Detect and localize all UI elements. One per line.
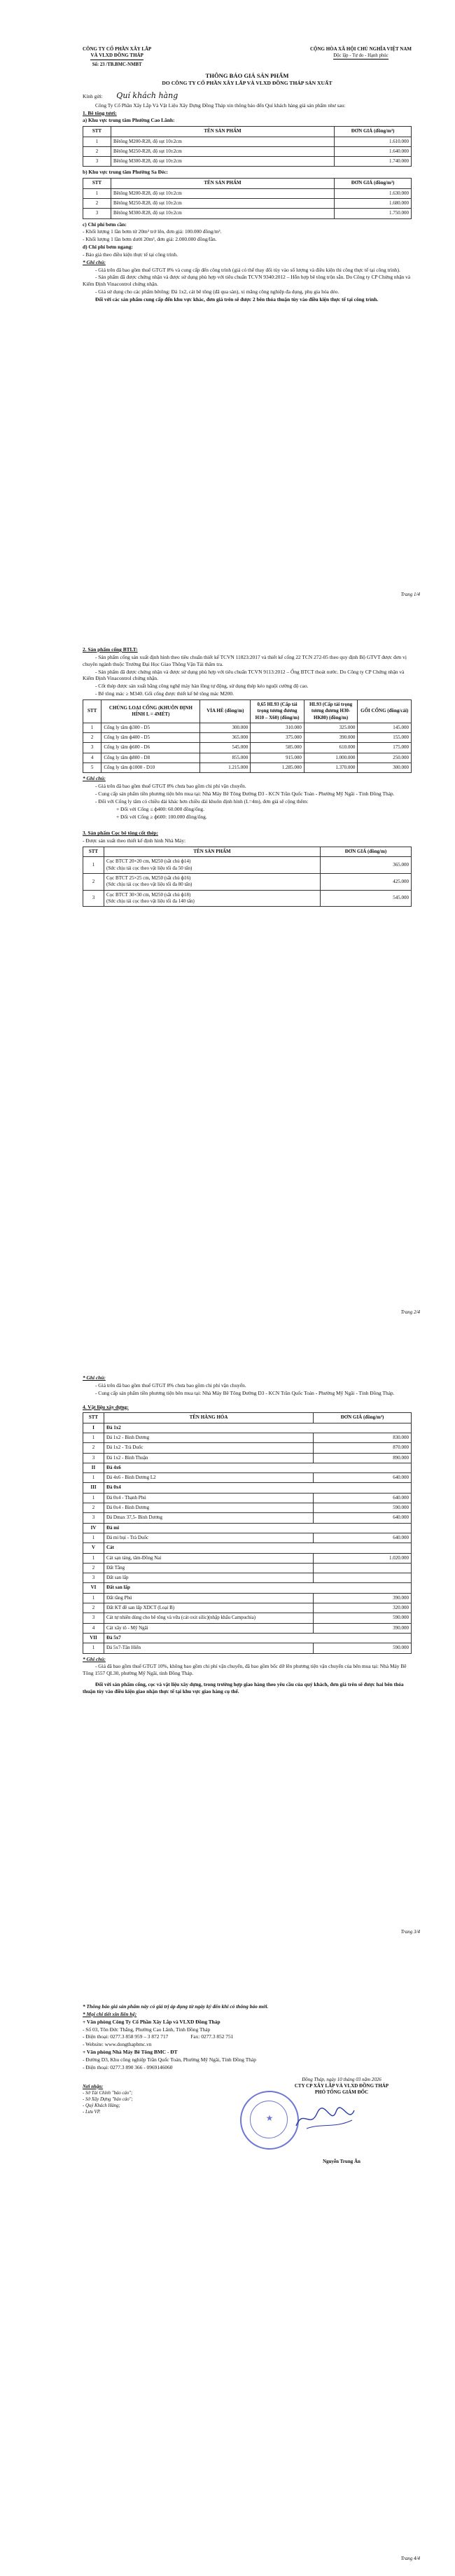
group-title: Đất san lấp — [104, 1583, 412, 1593]
table-row — [83, 723, 412, 732]
col-stt: STT — [83, 847, 104, 857]
table-row — [83, 1493, 412, 1503]
group-number: V — [83, 1543, 104, 1553]
cell-price: 390.000 — [304, 733, 358, 743]
cell-price: 300.000 — [358, 763, 412, 772]
cell-name: Đá 5x7-Tân Hiển — [104, 1643, 314, 1653]
pump-fee-1: - Khối lượng 1 lần bơm từ 20m³ trở lên, đơn giá: 100.000 đồng/m³. — [83, 228, 222, 235]
group-row — [83, 1483, 412, 1493]
cell-price: 250.000 — [358, 753, 412, 763]
cell-type: Cống ly tâm ф300 - D5 — [102, 723, 200, 732]
cell-price: 175.000 — [358, 743, 412, 753]
cell-stt: 2 — [83, 733, 102, 743]
note-item: - Sản phẩm đã được chứng nhận và được sử dụng phù hợp với tiêu chuẩn TCVN 9340:2012 – Hỗn hợp bê tông trộn sẵn. Do Công ty CP Chứng nhận và Kiểm Định Vinacontrol chứng nhận. — [83, 274, 411, 288]
pile-name: Cọc BTCT 20×20 cm, M250 (sắt chủ ф14) — [106, 858, 191, 865]
cell-price: 590.000 — [314, 1643, 412, 1653]
concrete-price-table-sa-dec — [83, 178, 412, 218]
notes-label: * Ghi chú: — [83, 1655, 106, 1662]
page-number: Trang 2/4 — [400, 1309, 420, 1315]
cell-price: 855.000 — [200, 753, 251, 763]
notes-label: * Ghi chú: — [83, 258, 106, 265]
table-header — [83, 699, 412, 723]
cell-type: Cống ly tâm ф400 - D5 — [102, 733, 200, 743]
signature-company: CTY CP XÂY LẮP VÀ VLXD ĐỒNG THÁP — [294, 2082, 389, 2089]
table-row — [83, 753, 412, 763]
group-title: Đá 1x2 — [104, 1423, 412, 1433]
cell-name: Đá 1x2 - Trà Duốc — [104, 1443, 314, 1453]
cell-price: 365.000 — [200, 733, 251, 743]
cell-stt: 3 — [83, 1613, 104, 1623]
col-stt: STT — [83, 699, 102, 723]
table-row — [83, 1433, 412, 1442]
cell-name: Bêtông M250-R28, độ sụt 10±2cm — [111, 198, 335, 208]
table-row — [83, 1613, 412, 1623]
recipient-line — [83, 91, 412, 102]
plant-address: - Đường D3, Khu công nghiệp Trần Quốc Toản, Phường Mỹ Ngãi, Tỉnh Đồng Tháp — [83, 2056, 256, 2063]
cell-price: 585.000 — [251, 743, 304, 753]
page-number: Trang 3/4 — [400, 1929, 420, 1935]
cell-price: 390.000 — [314, 1623, 412, 1633]
section-3-heading: 3. Sản phẩm Cọc bê tông cốt thép: — [83, 830, 158, 837]
cell-price: 1.020.000 — [314, 1553, 412, 1563]
materials-price-table — [83, 1412, 412, 1653]
office-phone-line — [83, 2033, 412, 2040]
cell-stt: 1 — [83, 1533, 104, 1543]
table-header — [83, 1413, 412, 1423]
section-1a-heading: a) Khu vực trung tâm Phường Cao Lãnh: — [83, 117, 175, 124]
cell-price: 320.000 — [314, 1603, 412, 1613]
cell-price: 365.000 — [321, 857, 412, 874]
cell-type: Cống ly tâm ф800 - D8 — [102, 753, 200, 763]
group-row — [83, 1463, 412, 1473]
note-item: - Giá trên đã bao gồm thuế GTGT 8% và cung cấp đến công trình (giá có thể thay đổi tùy vào số lượng và điều kiện thi công thực tế tại công trình). — [95, 266, 400, 273]
section-2-paragraph: - Sản phẩm đã được chứng nhận và được sử dụng phù hợp với tiêu chuẩn TCVN 9113:2012 – Ống BTCT thoát nước. Do Công ty CP Chứng nhận và Kiểm Định Vinacontrol chứng nhận. — [83, 668, 405, 682]
cell-stt: 1 — [83, 137, 111, 146]
cell-stt: 1 — [83, 723, 102, 732]
table-row — [83, 146, 412, 156]
cell-stt: 1 — [83, 1433, 104, 1442]
cell-name — [104, 890, 321, 907]
horizontal-pump-note: - Báo giá theo điều kiện thực tế tại công trình. — [83, 251, 178, 258]
recipients-label: Nơi nhận: — [83, 2084, 104, 2089]
table-row — [83, 198, 412, 208]
pile-name: Cọc BTCT 25×25 cm, M250 (sắt chủ ф16) — [106, 875, 191, 881]
section-2-paragraph: - Cốt thép được sản xuất bằng công nghệ máy hàn lồng tự động, sử dụng thép kéo nguội cường độ cao. — [95, 683, 309, 690]
cell-stt: 1 — [83, 1643, 104, 1653]
notes-label: * Ghi chú: — [83, 775, 106, 782]
table-row — [83, 890, 412, 907]
table-header — [83, 127, 412, 137]
cell-stt: 3 — [83, 209, 111, 218]
materials-table-body — [83, 1423, 412, 1653]
cell-price: 590.000 — [314, 1613, 412, 1623]
cell-name: Cát xây tô - Mỹ Ngãi — [104, 1623, 314, 1633]
recipient-item: - Sở Xây Dựng "báo cáo"; — [83, 2096, 133, 2102]
cell-price: 640.000 — [314, 1493, 412, 1503]
note-item: + Đối với Cống ≤ ф400: 60.000 đồng/ống. — [116, 805, 204, 812]
signature-date: Đồng Tháp, ngày 10 tháng 03 năm 2026 — [302, 2076, 382, 2082]
note-item: - Đối với Cống ly tâm có chiều dài khác hơn chiều dài khuôn định hình (L=4m), đơn giá sẽ cộng thêm: — [95, 798, 309, 805]
table-row — [83, 1553, 412, 1563]
table-row — [83, 1643, 412, 1653]
recipient-label: Kính gửi: — [83, 93, 103, 100]
cell-stt: 1 — [83, 1473, 104, 1483]
cell-price: 545.000 — [200, 743, 251, 753]
contact-heading: * Mọi chi tiết xin liên hệ: — [83, 2010, 137, 2017]
cell-price: 915.000 — [251, 753, 304, 763]
pile-capacity: (Sức chịu tải cọc theo vật liệu tối đa 80 tấn) — [106, 882, 192, 888]
group-row — [83, 1543, 412, 1553]
recipient-item: - Lưu VP. — [83, 2109, 101, 2115]
page-3-content — [83, 1374, 412, 1696]
group-row — [83, 1423, 412, 1433]
note-item: - Cung cấp sản phẩm tiền phương tiện bên mua tại: Nhà Máy Bê Tông Đường D3 - KCN Trần Quốc Toản - Phường Mỹ Ngãi - Tỉnh Đồng Tháp. — [95, 1389, 395, 1396]
col-stt: STT — [83, 127, 111, 137]
cell-name: Đất KT đề san lấp XDCT (Loại B) — [104, 1603, 314, 1613]
col-support: GỐI CỐNG (đồng/cái) — [358, 699, 412, 723]
nation-title: CỘNG HÒA XÃ HỘI CHỦ NGHĨA VIỆT NAM — [309, 46, 412, 52]
cell-stt: 3 — [83, 1513, 104, 1523]
notes-label: * Ghi chú: — [83, 1374, 106, 1381]
cell-name: Cát tự nhiên dùng cho bê tông và vữa (cát oxit silic)(nhập khẩu Campuchia) — [104, 1613, 314, 1623]
office-address: - Số 03, Tôn Đức Thắng, Phường Cao Lãnh, Tỉnh Đồng Tháp — [83, 2026, 211, 2033]
cell-name: Bêtông M300-R28, độ sụt 10±2cm — [111, 157, 335, 167]
cell-price: 1.610.000 — [335, 137, 412, 146]
section-4-heading: 4. Vật liệu xây dựng: — [83, 1403, 129, 1410]
page-number: Trang 4/4 — [400, 2556, 420, 2561]
section-1c-heading: c) Chi phí bơm cần: — [83, 221, 127, 228]
group-number: I — [83, 1423, 104, 1433]
table-row — [83, 1503, 412, 1513]
table-row — [83, 1623, 412, 1633]
cell-stt: 2 — [83, 146, 111, 156]
cell-name: Đất Tẳng — [104, 1563, 314, 1573]
cell-name: Cát sạn tảng, tâm-Đồng Nai — [104, 1553, 314, 1563]
cell-name: Đá 0x4 - Bình Dương — [104, 1503, 314, 1513]
note-item: - Giá trên đã bao gồm thuế GTGT 8% chưa bao gồm chi phí vận chuyển. — [95, 1381, 246, 1388]
cell-stt: 2 — [83, 1443, 104, 1453]
table-header — [83, 847, 412, 857]
cell-price: 155.000 — [358, 733, 412, 743]
cell-stt: 1 — [83, 857, 104, 874]
group-number: VII — [83, 1633, 104, 1643]
table-row — [83, 137, 412, 146]
cell-price: 590.000 — [314, 1503, 412, 1513]
cell-stt: 3 — [83, 1453, 104, 1463]
cell-name: Bêtông M250-R28, độ sụt 10±2cm — [111, 146, 335, 156]
cell-price: 1.680.000 — [335, 198, 412, 208]
intro-paragraph: Công Ty Cổ Phần Xây Lắp Và Vật Liệu Xây Dựng Đồng Tháp xin thông báo đến Quí khách hàng giá sản phẩm như sau: — [95, 102, 346, 109]
group-number: IV — [83, 1523, 104, 1533]
cell-price: 390.000 — [314, 1593, 412, 1603]
cell-stt: 1 — [83, 1553, 104, 1563]
cell-type: Cống ly tâm ф1000 - D10 — [102, 763, 200, 772]
section-4-closing: Đối với sản phẩm cống, cọc và vật liệu xây dựng, trong trường hợp giao hàng theo yêu cầu của quý khách, đơn giá trên sẽ được hai bên thỏa thuận tùy vào điều kiện giao nhận thực tế tại khu vực giao hàng cụ thể. — [83, 1681, 404, 1694]
table-row — [83, 188, 412, 198]
cell-stt: 5 — [83, 763, 102, 772]
table-row — [83, 1473, 412, 1483]
page-3 — [0, 1358, 455, 1947]
validity-note: * Thông báo giá sản phẩm này có giá trị áp dụng từ ngày ký đến khi có thông báo mới. — [83, 2003, 269, 2010]
page-2 — [0, 630, 455, 1330]
signer-name: Nguyễn Trung Ân — [323, 2159, 360, 2165]
cell-price: 640.000 — [314, 1473, 412, 1483]
table-row — [83, 763, 412, 772]
col-price: ĐƠN GIÁ (đồng/m³) — [314, 1413, 412, 1423]
cell-name — [104, 857, 321, 874]
group-title: Đá 4x6 — [104, 1463, 412, 1473]
note-item: + Đối với Cống ≥ ф600: 100.000 đồng/ống. — [116, 813, 207, 820]
section-1d-heading: d) Chi phí bơm ngang: — [83, 244, 133, 251]
cell-stt: 3 — [83, 743, 102, 753]
group-title: Đá 0x4 — [104, 1483, 412, 1493]
table-header — [83, 179, 412, 188]
col-name: TÊN SẢN PHẨM — [111, 179, 335, 188]
table-row — [83, 1593, 412, 1603]
cell-name: Bêtông M200-R28, độ sụt 10±2cm — [111, 137, 335, 146]
cell-stt: 4 — [83, 1623, 104, 1633]
section-2-paragraph: - Sản phẩm cống sản xuất định hình theo tiêu chuẩn thiết kế TCVN 11823:2017 và thiết kế cống 22 TCN 272-05 theo quy định Bộ GTVT được đơn vị chuyên ngành thuộc Trường Đại Học Giao Thông Vận Tải thẩm tra. — [83, 653, 407, 667]
cell-price: 640.000 — [314, 1513, 412, 1523]
seal-star-icon: ★ — [265, 2112, 274, 2123]
cell-stt: 4 — [83, 753, 102, 763]
culvert-price-table — [83, 699, 412, 773]
cell-name: Đá 4x6 - Bình Dương L2 — [104, 1473, 314, 1483]
cell-name: Đất san lấp — [104, 1573, 314, 1583]
table-row — [83, 743, 412, 753]
office-label: + Văn phòng Công Ty Cổ Phần Xây Lắp và VLXD Đồng Tháp — [83, 2018, 220, 2025]
recipient-name: Quí khách hàng — [116, 91, 178, 101]
col-price: ĐƠN GIÁ (đồng/m³) — [335, 127, 412, 137]
cell-name — [104, 873, 321, 890]
note-item: - Giá đã bao gồm thuế GTGT 10%, không bao gồm chi phí vận chuyển, đã bao gồm bốc dỡ lên phương tiện vận chuyển của bên mua tại: Nhà Máy Bê Tông 1557 QL30, phường Mỹ Ngãi, tỉnh Đồng Tháp. — [83, 1663, 407, 1677]
document-header — [83, 46, 412, 68]
nation-motto: Độc lập - Tự do - Hạnh phúc — [333, 53, 388, 60]
document-number: Số: 23 /TB.BMC-NMBT — [92, 62, 142, 67]
col-price: ĐƠN GIÁ (đồng/m) — [321, 847, 412, 857]
col-name: TÊN SẢN PHẨM — [111, 127, 335, 137]
table-row — [83, 1573, 412, 1583]
table-row — [83, 157, 412, 167]
group-title: Đá 5x7 — [104, 1633, 412, 1643]
cell-name: Đất tầng Phú — [104, 1593, 314, 1603]
recipient-item: - Sở Tài Chính "báo cáo"; — [83, 2090, 133, 2096]
signature-role: PHÓ TỔNG GIÁM ĐỐC — [314, 2089, 369, 2096]
col-name: TÊN HÀNG HÓA — [104, 1413, 314, 1423]
cell-name: Đá Dmax 37,5- Bình Dương — [104, 1513, 314, 1523]
cell-price: 310.000 — [251, 723, 304, 732]
table-row — [83, 1513, 412, 1523]
section-2-paragraph: - Bê tông mác ≥ M340. Gối cống được thiết kế bê tông mác M200. — [95, 690, 234, 697]
cell-stt: 3 — [83, 890, 104, 907]
cell-stt: 1 — [83, 1493, 104, 1503]
pile-capacity: (Sức chịu tải cọc theo vật liệu tối đa 50 tấn) — [106, 865, 192, 871]
cell-price: 1.740.000 — [335, 157, 412, 167]
cell-name: Đá 0x4 - Thạnh Phú — [104, 1493, 314, 1503]
cell-price: 1.285.000 — [251, 763, 304, 772]
cell-price: 1.000.000 — [304, 753, 358, 763]
table-row — [83, 1453, 412, 1463]
cell-stt: 2 — [83, 1603, 104, 1613]
table-row — [83, 857, 412, 874]
table-row — [83, 733, 412, 743]
recipient-item: - Quý Khách Hàng; — [83, 2103, 120, 2108]
section-1-closing: Đối với các sản phẩm cung cấp đến khu vực khác, đơn giá trên sẽ được 2 bên thỏa thuận tùy vào điều kiện thực tế tại công trình. — [95, 295, 379, 302]
page-4-content — [83, 2003, 412, 2182]
table-row — [83, 1563, 412, 1573]
cell-name: Bêtông M200-R28, độ sụt 10±2cm — [111, 188, 335, 198]
cell-name: Đá 1x2 - Bình Dương — [104, 1433, 314, 1442]
cell-price: 425.000 — [321, 873, 412, 890]
cell-price — [314, 1563, 412, 1573]
pile-price-table — [83, 847, 412, 907]
pile-name: Cọc BTCT 30×30 cm, M250 (sắt chủ ф18) — [106, 891, 191, 898]
page-1-content — [83, 46, 412, 304]
section-2-heading: 2. Sản phẩm cống BTLT: — [83, 646, 138, 653]
col-stt: STT — [83, 179, 111, 188]
cell-price: 1.640.000 — [335, 146, 412, 156]
cell-price: 1.630.000 — [335, 188, 412, 198]
cell-stt: 2 — [83, 873, 104, 890]
recipients-block — [83, 2084, 133, 2115]
cell-price: 545.000 — [321, 890, 412, 907]
group-number: II — [83, 1463, 104, 1473]
note-item: - Giá trên đã bao gồm thuế GTGT 8% chưa bao gồm chi phí vận chuyển. — [95, 783, 246, 790]
col-hl93-065: 0,65 HL93 (Cấp tải trọng tương đương H10 – X60) (đồng/m) — [251, 699, 304, 723]
cell-price: 1.215.000 — [200, 763, 251, 772]
cell-name: Bêtông M300-R28, độ sụt 10±2cm — [111, 209, 335, 218]
cell-price: 145.000 — [358, 723, 412, 732]
cell-stt: 1 — [83, 188, 111, 198]
cell-name: Đá mi bụi - Trà Duốc — [104, 1533, 314, 1543]
group-title: Cát — [104, 1543, 412, 1553]
page-4 — [0, 1975, 455, 2576]
group-title: Đá mi — [104, 1523, 412, 1533]
cell-price: 640.000 — [314, 1533, 412, 1543]
col-name: TÊN SẢN PHẨM — [104, 847, 321, 857]
table-row — [83, 1533, 412, 1543]
page-1 — [0, 0, 455, 609]
cell-price: 375.000 — [251, 733, 304, 743]
group-row — [83, 1633, 412, 1643]
note-item: - Cung cấp sản phẩm tiền phương tiện bên mua tại: Nhà Máy Bê Tông Đường D3 - KCN Trần Quốc Toản - Phường Mỹ Ngãi - Tỉnh Đồng Tháp. — [95, 790, 395, 797]
handwritten-signature — [293, 2105, 356, 2133]
section-3-subtitle: - Được sản xuất theo thiết kế định hình Nhà Máy: — [83, 837, 186, 844]
col-stt: STT — [83, 1413, 104, 1423]
notice-title: THÔNG BÁO GIÁ SẢN PHẨM — [205, 71, 289, 79]
page-2-content — [83, 646, 412, 909]
pile-capacity: (Sức chịu tải cọc theo vật liệu tối đa 140 tấn) — [106, 898, 195, 904]
section-1-heading: 1. Bê tông tươi: — [83, 109, 117, 116]
col-price: ĐƠN GIÁ (đồng/m³) — [335, 179, 412, 188]
cell-type: Cống ly tâm ф600 - D6 — [102, 743, 200, 753]
cell-price: 1.750.000 — [335, 209, 412, 218]
cell-price: 1.370.000 — [304, 763, 358, 772]
group-number: VI — [83, 1583, 104, 1593]
signature-area — [83, 2077, 412, 2182]
section-1b-heading: b) Khu vực trung tâm Phường Sa Đéc: — [83, 169, 168, 176]
cell-stt: 3 — [83, 157, 111, 167]
company-name-line-1: CÔNG TY CỔ PHẦN XÂY LẮP — [83, 46, 152, 52]
table-row — [83, 1443, 412, 1453]
office-phone: - Điện thoại: 0277.3 858 959 – 3 872 717 — [83, 2033, 169, 2040]
note-item: - Giá sử dụng cho các phẩm bêtông: Đá 1x2, cát bê tông (đã qua sàn), xi măng công nghiệp đa dụng, phụ gia hóa dẻo. — [95, 288, 340, 295]
cell-price — [314, 1573, 412, 1583]
cell-stt: 2 — [83, 1563, 104, 1573]
cell-name: Đá 1x2 - Bình Thuận — [104, 1453, 314, 1463]
company-seal — [240, 2091, 299, 2150]
company-name-line-2: VÀ VLXD ĐỒNG THÁP — [90, 53, 143, 60]
table-row — [83, 873, 412, 890]
cell-price: 325.000 — [304, 723, 358, 732]
cell-price: 610.000 — [304, 743, 358, 753]
notice-subtitle: DO CÔNG TY CỔ PHẦN XÂY LẮP VÀ VLXD ĐỒNG THÁP SẢN XUẤT — [162, 80, 332, 87]
cell-price: 830.000 — [314, 1433, 412, 1442]
col-sidewalk: VỈA HÈ (đồng/m) — [200, 699, 251, 723]
cell-price: 890.000 — [314, 1453, 412, 1463]
plant-phone: - Điện thoại: 0277.3 890 366 - 0969146060 — [83, 2063, 173, 2070]
office-fax: Fax: 0277.3 852 751 — [190, 2033, 234, 2040]
col-hl93: HL93 (Cấp tải trọng tương đương H30-HK80) (đồng/m) — [304, 699, 358, 723]
website[interactable]: - Website: www.dongthapbmc.vn — [83, 2041, 152, 2048]
cell-stt: 2 — [83, 1503, 104, 1513]
cell-price: 300.000 — [200, 723, 251, 732]
page-number: Trang 1/4 — [400, 592, 420, 597]
cell-stt: 1 — [83, 1593, 104, 1603]
cell-stt: 2 — [83, 198, 111, 208]
cell-price: 870.000 — [314, 1443, 412, 1453]
group-row — [83, 1523, 412, 1533]
table-row — [83, 1603, 412, 1613]
concrete-price-table-cao-lanh — [83, 126, 412, 167]
group-number: III — [83, 1483, 104, 1493]
plant-label: + Văn phòng Nhà Máy Bê Tông BMC - ĐT — [83, 2049, 178, 2056]
cell-stt: 3 — [83, 1573, 104, 1583]
pump-fee-2: - Khối lượng 1 lần bơm dưới 20m³, đơn giá: 2.000.000 đồng/lần. — [83, 236, 217, 243]
col-type: CHỦNG LOẠI CỐNG (KHUÔN ĐỊNH HÌNH L = 4MÉT) — [102, 699, 200, 723]
group-row — [83, 1583, 412, 1593]
table-row — [83, 209, 412, 218]
